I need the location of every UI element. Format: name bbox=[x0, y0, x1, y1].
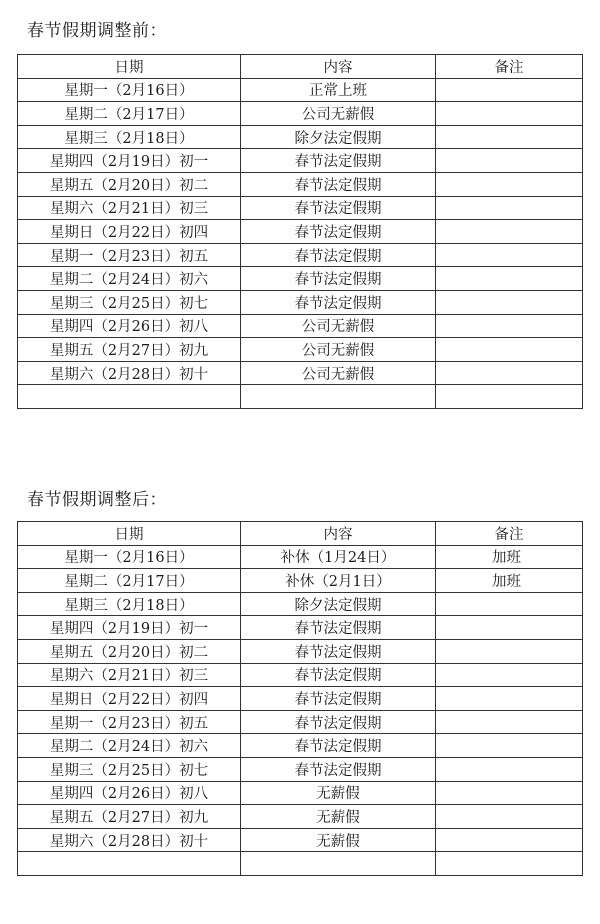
cell-date: 星期三（2月25日）初七 bbox=[18, 290, 241, 314]
table-row bbox=[18, 361, 583, 385]
cell-date: 星期日（2月22日）初四 bbox=[18, 687, 241, 711]
table-row bbox=[18, 687, 583, 711]
cell-date: 星期五（2月27日）初九 bbox=[18, 805, 241, 829]
table-row bbox=[18, 125, 583, 149]
cell-date: 星期一（2月16日） bbox=[18, 545, 241, 569]
cell-note bbox=[436, 663, 583, 687]
cell-date: 星期二（2月24日）初六 bbox=[18, 734, 241, 758]
table-row bbox=[18, 734, 583, 758]
cell-note bbox=[436, 805, 583, 829]
table-row bbox=[18, 663, 583, 687]
cell-note bbox=[436, 125, 583, 149]
header-note: 备注 bbox=[436, 55, 583, 79]
cell-content: 补休（1月24日） bbox=[241, 545, 436, 569]
cell-content: 春节法定假期 bbox=[241, 196, 436, 220]
table-row bbox=[18, 196, 583, 220]
cell-note bbox=[436, 385, 583, 409]
cell-date: 星期二（2月17日） bbox=[18, 102, 241, 126]
cell-note bbox=[436, 639, 583, 663]
cell-note bbox=[436, 710, 583, 734]
cell-content: 正常上班 bbox=[241, 78, 436, 102]
section-title-after: 春节假期调整后： bbox=[27, 490, 167, 510]
cell-content: 春节法定假期 bbox=[241, 267, 436, 291]
cell-content: 春节法定假期 bbox=[241, 616, 436, 640]
cell-content: 无薪假 bbox=[241, 828, 436, 852]
cell-note bbox=[436, 267, 583, 291]
table-row bbox=[18, 385, 583, 409]
cell-content: 春节法定假期 bbox=[241, 243, 436, 267]
table-row bbox=[18, 710, 583, 734]
cell-note bbox=[436, 290, 583, 314]
table-row bbox=[18, 757, 583, 781]
table-row bbox=[18, 78, 583, 102]
cell-date: 星期二（2月17日） bbox=[18, 569, 241, 593]
cell-note bbox=[436, 852, 583, 876]
cell-content: 公司无薪假 bbox=[241, 314, 436, 338]
table-row bbox=[18, 172, 583, 196]
cell-content: 春节法定假期 bbox=[241, 663, 436, 687]
cell-content: 春节法定假期 bbox=[241, 639, 436, 663]
table-row bbox=[18, 149, 583, 173]
cell-content: 春节法定假期 bbox=[241, 172, 436, 196]
section-title-before: 春节假期调整前： bbox=[27, 21, 167, 41]
table-row bbox=[18, 592, 583, 616]
cell-note bbox=[436, 172, 583, 196]
table-row bbox=[18, 616, 583, 640]
cell-date bbox=[18, 852, 241, 876]
table-row bbox=[18, 314, 583, 338]
cell-content: 春节法定假期 bbox=[241, 290, 436, 314]
cell-note bbox=[436, 78, 583, 102]
table-body-after bbox=[18, 545, 583, 875]
table-header-row bbox=[18, 522, 583, 546]
cell-date: 星期四（2月19日）初一 bbox=[18, 149, 241, 173]
header-note: 备注 bbox=[436, 522, 583, 546]
cell-note: 加班 bbox=[436, 545, 583, 569]
cell-date: 星期四（2月26日）初八 bbox=[18, 781, 241, 805]
cell-date: 星期三（2月18日） bbox=[18, 592, 241, 616]
cell-content bbox=[241, 852, 436, 876]
table-row bbox=[18, 545, 583, 569]
cell-date: 星期一（2月23日）初五 bbox=[18, 710, 241, 734]
cell-content: 除夕法定假期 bbox=[241, 592, 436, 616]
cell-content: 春节法定假期 bbox=[241, 757, 436, 781]
table-row bbox=[18, 338, 583, 362]
cell-date bbox=[18, 385, 241, 409]
cell-content: 公司无薪假 bbox=[241, 102, 436, 126]
table-row bbox=[18, 828, 583, 852]
cell-date: 星期一（2月16日） bbox=[18, 78, 241, 102]
cell-note bbox=[436, 592, 583, 616]
table-row bbox=[18, 852, 583, 876]
cell-date: 星期六（2月21日）初三 bbox=[18, 663, 241, 687]
header-date: 日期 bbox=[18, 522, 241, 546]
cell-content bbox=[241, 385, 436, 409]
cell-date: 星期三（2月25日）初七 bbox=[18, 757, 241, 781]
cell-note bbox=[436, 687, 583, 711]
cell-content: 公司无薪假 bbox=[241, 361, 436, 385]
cell-note bbox=[436, 734, 583, 758]
header-content: 内容 bbox=[241, 55, 436, 79]
cell-note bbox=[436, 616, 583, 640]
cell-date: 星期六（2月21日）初三 bbox=[18, 196, 241, 220]
cell-date: 星期四（2月26日）初八 bbox=[18, 314, 241, 338]
cell-date: 星期六（2月28日）初十 bbox=[18, 361, 241, 385]
table-row bbox=[18, 569, 583, 593]
cell-content: 春节法定假期 bbox=[241, 687, 436, 711]
cell-content: 无薪假 bbox=[241, 805, 436, 829]
cell-content: 春节法定假期 bbox=[241, 220, 436, 244]
cell-content: 春节法定假期 bbox=[241, 149, 436, 173]
table-row bbox=[18, 102, 583, 126]
cell-content: 春节法定假期 bbox=[241, 710, 436, 734]
table-row bbox=[18, 639, 583, 663]
cell-note bbox=[436, 220, 583, 244]
table-body-before bbox=[18, 78, 583, 408]
cell-content: 除夕法定假期 bbox=[241, 125, 436, 149]
schedule-table-before bbox=[17, 54, 583, 409]
header-content: 内容 bbox=[241, 522, 436, 546]
cell-date: 星期六（2月28日）初十 bbox=[18, 828, 241, 852]
cell-note bbox=[436, 314, 583, 338]
cell-note bbox=[436, 781, 583, 805]
table-row bbox=[18, 243, 583, 267]
cell-note: 加班 bbox=[436, 569, 583, 593]
cell-note bbox=[436, 338, 583, 362]
cell-content: 补休（2月1日） bbox=[241, 569, 436, 593]
table-row bbox=[18, 267, 583, 291]
cell-date: 星期四（2月19日）初一 bbox=[18, 616, 241, 640]
cell-date: 星期日（2月22日）初四 bbox=[18, 220, 241, 244]
cell-date: 星期二（2月24日）初六 bbox=[18, 267, 241, 291]
cell-date: 星期五（2月27日）初九 bbox=[18, 338, 241, 362]
cell-date: 星期三（2月18日） bbox=[18, 125, 241, 149]
cell-note bbox=[436, 243, 583, 267]
table-row bbox=[18, 805, 583, 829]
cell-content: 无薪假 bbox=[241, 781, 436, 805]
cell-note bbox=[436, 757, 583, 781]
cell-content: 公司无薪假 bbox=[241, 338, 436, 362]
cell-note bbox=[436, 102, 583, 126]
cell-note bbox=[436, 196, 583, 220]
cell-date: 星期五（2月20日）初二 bbox=[18, 172, 241, 196]
cell-date: 星期一（2月23日）初五 bbox=[18, 243, 241, 267]
schedule-table-after bbox=[17, 521, 583, 876]
cell-note bbox=[436, 149, 583, 173]
header-date: 日期 bbox=[18, 55, 241, 79]
cell-note bbox=[436, 361, 583, 385]
cell-note bbox=[436, 828, 583, 852]
table-row bbox=[18, 781, 583, 805]
table-row bbox=[18, 220, 583, 244]
table-header-row bbox=[18, 55, 583, 79]
cell-content: 春节法定假期 bbox=[241, 734, 436, 758]
cell-date: 星期五（2月20日）初二 bbox=[18, 639, 241, 663]
table-row bbox=[18, 290, 583, 314]
